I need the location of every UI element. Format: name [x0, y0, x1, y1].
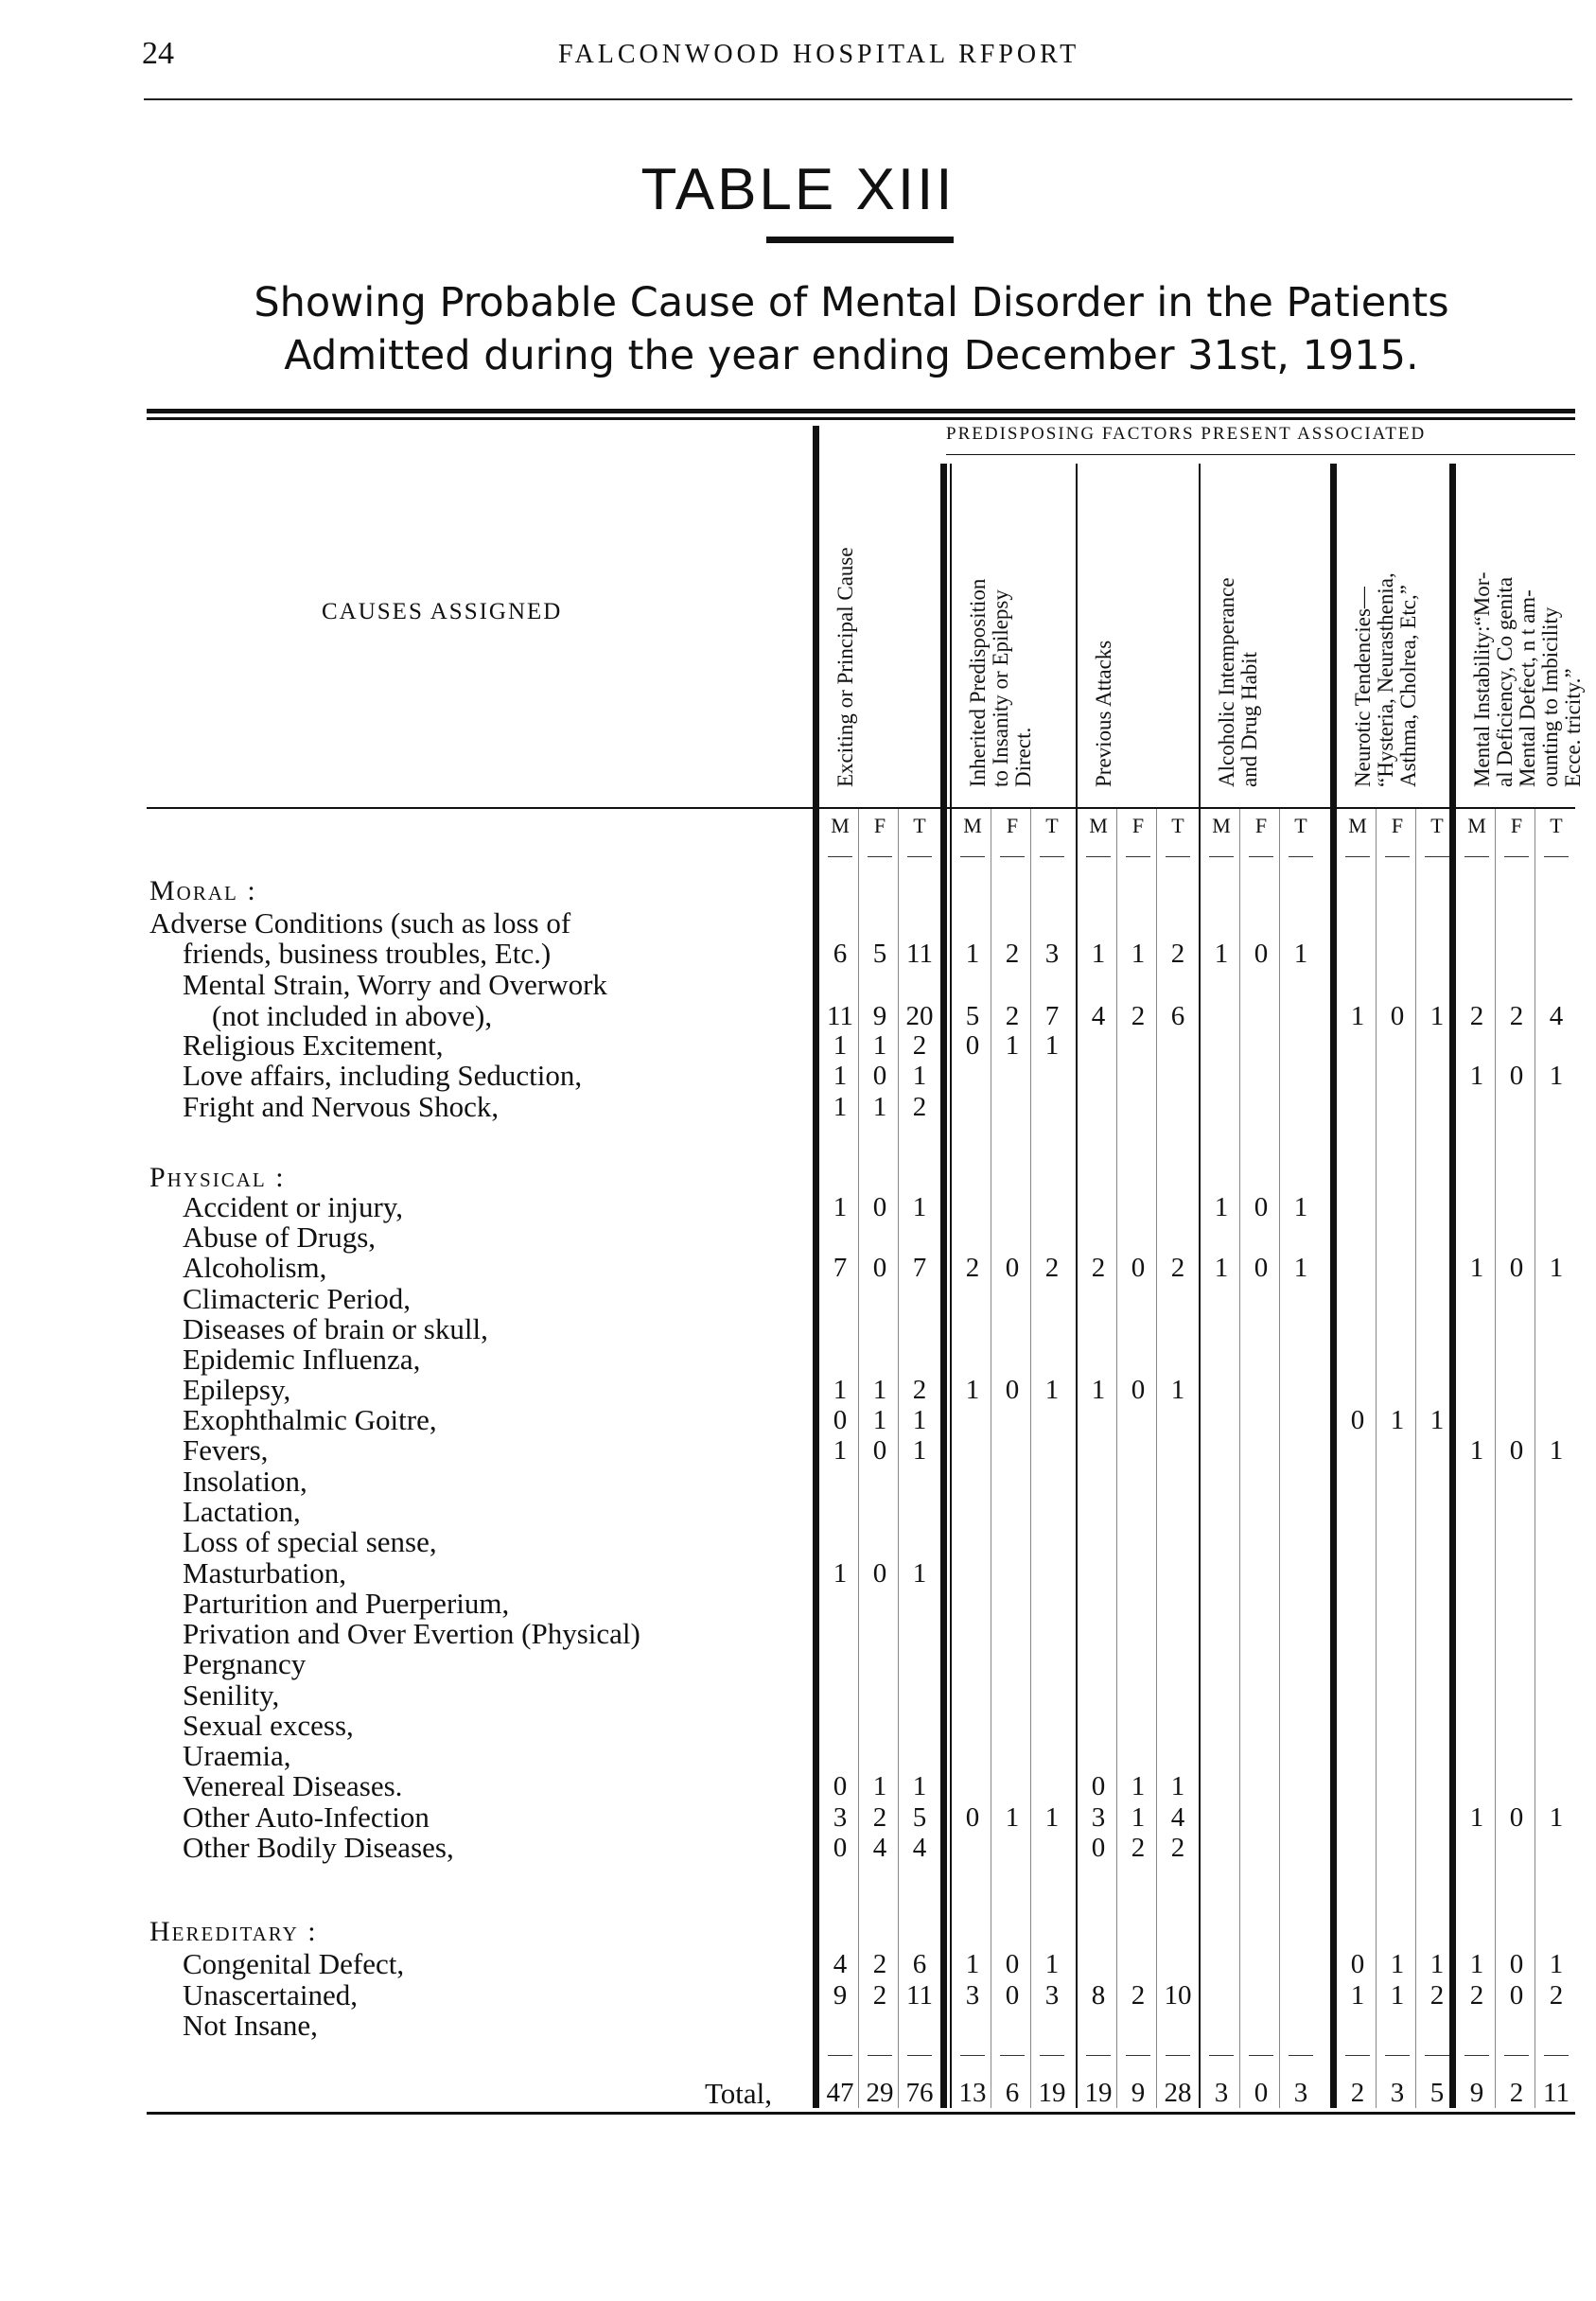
mft-underline: [828, 856, 852, 857]
mft-header: F: [1391, 814, 1404, 837]
table-cell: 0: [872, 1558, 887, 1589]
row-label: Unascertained,: [183, 1978, 359, 2011]
row-label: Congenital Defect,: [183, 1947, 405, 1980]
running-header: [0, 36, 1596, 74]
total-rule-dash: [868, 2055, 892, 2056]
mft-header: M: [1467, 814, 1486, 837]
table-cell: 1: [1549, 1802, 1564, 1833]
table-cell: 1: [1091, 939, 1106, 969]
page-number: 24: [142, 36, 174, 71]
mft-header: M: [963, 814, 982, 837]
table-cell: 0: [1005, 1949, 1020, 1979]
total-cell: 76: [905, 2078, 934, 2108]
total-rule-dash: [1040, 2055, 1064, 2056]
table-cell: 1: [1044, 1375, 1060, 1405]
total-rule-dash: [1209, 2055, 1234, 2056]
table-cell: 1: [912, 1558, 927, 1589]
table-cell: 0: [1091, 1771, 1106, 1801]
total-cell: 5: [1429, 2078, 1445, 2108]
table-cell: 1: [833, 1030, 848, 1061]
table-cell: 0: [1390, 1001, 1405, 1031]
table-cell: 0: [1350, 1949, 1365, 1979]
mft-underline: [1086, 856, 1111, 857]
table-cell: 2: [1131, 1833, 1146, 1863]
table-cell: 0: [1509, 1949, 1524, 1979]
column-header-1: Exciting or Principal Cause: [833, 547, 857, 787]
column-header-6: Ecce. tricity.”: [1561, 668, 1585, 787]
table-cell: 20: [905, 1001, 934, 1031]
table-cell: 1: [833, 1092, 848, 1122]
mft-header: T: [1294, 814, 1307, 837]
total-cell: 3: [1390, 2078, 1405, 2108]
total-cell: 0: [1254, 2078, 1269, 2108]
mft-header: T: [1045, 814, 1059, 837]
table-cell: 1: [1044, 1030, 1060, 1061]
table-cell: 1: [872, 1771, 887, 1801]
table-cell: 0: [1350, 1405, 1365, 1435]
row-label: Fevers,: [183, 1433, 269, 1467]
row-label: Mental Strain, Worry and Overwork: [183, 968, 607, 1001]
column-group-separator: [1199, 464, 1201, 2108]
column-group-separator: [1076, 464, 1078, 2108]
total-cell: 3: [1214, 2078, 1229, 2108]
subtitle-line-2: Admitted during the year ending December 31st, 1915.: [284, 332, 1419, 379]
row-label: Adverse Conditions (such as loss of: [149, 906, 571, 940]
subtitle: [142, 276, 1561, 382]
mft-underline: [1249, 856, 1273, 857]
table-cell: 0: [1005, 1980, 1020, 2011]
column-separator: [1239, 809, 1240, 2108]
total-cell: 9: [1131, 2078, 1146, 2108]
table-cell: 1: [1469, 1253, 1484, 1283]
table-cell: 0: [833, 1833, 848, 1863]
total-cell: 19: [1084, 2078, 1113, 2108]
total-cell: 3: [1293, 2078, 1308, 2108]
table-cell: 0: [1131, 1253, 1146, 1283]
row-label: Masturbation,: [183, 1556, 347, 1590]
title-dash: [766, 237, 954, 243]
table-cell: 5: [872, 939, 887, 969]
mft-underline: [1000, 856, 1025, 857]
mft-underline: [1464, 856, 1489, 857]
table-cell: 1: [1214, 939, 1229, 969]
table-cell: 1: [965, 1375, 980, 1405]
total-rule-dash: [1126, 2055, 1150, 2056]
table-cell: 2: [1131, 1980, 1146, 2011]
table-cell: 7: [912, 1253, 927, 1283]
table-cell: 1: [1390, 1949, 1405, 1979]
table-cell: 1: [1293, 939, 1308, 969]
column-header-2: to Insanity or Epilepsy: [989, 589, 1012, 787]
mft-underline: [1209, 856, 1234, 857]
table-cell: 2: [872, 1802, 887, 1833]
row-label: Parturition and Puerperium,: [183, 1587, 510, 1620]
table-cell: 2: [1170, 939, 1185, 969]
total-rule-dash: [1086, 2055, 1111, 2056]
total-rule-dash: [1425, 2055, 1449, 2056]
table-cell: 1: [1469, 1802, 1484, 1833]
row-label: Religious Excitement,: [183, 1028, 444, 1062]
table-cell: 1: [833, 1375, 848, 1405]
table-cell: 11: [906, 1980, 933, 2011]
table-cell: 0: [1091, 1833, 1106, 1863]
table-cell: 2: [1131, 1001, 1146, 1031]
total-cell: 47: [826, 2078, 854, 2108]
row-label: Insolation,: [183, 1465, 307, 1498]
table-cell: 5: [912, 1802, 927, 1833]
table-cell: 1: [912, 1192, 927, 1222]
column-header-4: and Drug Habit: [1237, 651, 1261, 787]
mft-underline: [1126, 856, 1150, 857]
table-cell: 4: [1091, 1001, 1106, 1031]
total-rule-dash: [1249, 2055, 1273, 2056]
row-label: Other Bodily Diseases,: [183, 1831, 454, 1864]
table-cell: 0: [1254, 1253, 1269, 1283]
row-label: (not included in above),: [212, 999, 493, 1032]
table-cell: 1: [872, 1375, 887, 1405]
table-cell: 2: [1005, 939, 1020, 969]
table-cell: 0: [872, 1435, 887, 1466]
table-cell: 2: [1469, 1001, 1484, 1031]
table-cell: 2: [1509, 1001, 1524, 1031]
table-cell: 1: [1549, 1253, 1564, 1283]
mft-header: T: [913, 814, 926, 837]
category-physical: Physical :: [149, 1162, 286, 1193]
table-cell: 1: [912, 1435, 927, 1466]
table-cell: 1: [912, 1061, 927, 1091]
header-rule: [144, 98, 1572, 100]
table-cell: 1: [1091, 1375, 1106, 1405]
table-cell: 1: [1293, 1192, 1308, 1222]
table-cell: 7: [833, 1253, 848, 1283]
table-top-rule-thin: [147, 417, 1575, 420]
table-cell: 1: [1390, 1980, 1405, 2011]
predisposing-header-rule: [946, 454, 1575, 455]
table-cell: 2: [1549, 1980, 1564, 2011]
table-cell: 0: [1131, 1375, 1146, 1405]
mft-header: T: [1171, 814, 1184, 837]
row-label: Pergnancy: [183, 1647, 307, 1680]
row-label: Sexual excess,: [183, 1709, 354, 1742]
table-cell: 3: [965, 1980, 980, 2011]
column-header-6: Mental Defect, n t am-: [1516, 589, 1539, 787]
table-cell: 1: [1170, 1771, 1185, 1801]
column-header-2: Inherited Predisposition: [966, 578, 990, 787]
table-cell: 1: [1131, 1771, 1146, 1801]
column-header-2: Direct.: [1011, 727, 1035, 787]
row-label: Not Insane,: [183, 2009, 318, 2042]
total-cell: 28: [1164, 2078, 1192, 2108]
total-cell: 2: [1509, 2078, 1524, 2108]
table-cell: 4: [912, 1833, 927, 1863]
column-group-separator: [950, 464, 952, 2108]
total-rule-dash: [1345, 2055, 1370, 2056]
mft-underline: [1040, 856, 1064, 857]
table-cell: 4: [872, 1833, 887, 1863]
table-cell: 2: [1044, 1253, 1060, 1283]
table-cell: 0: [872, 1253, 887, 1283]
table-cell: 1: [1549, 1435, 1564, 1466]
table-cell: 1: [1044, 1949, 1060, 1979]
total-cell: 19: [1038, 2078, 1066, 2108]
table-top-rule: [147, 409, 1575, 413]
header-bottom-rule: [147, 807, 1575, 809]
table-cell: 1: [872, 1405, 887, 1435]
row-label: Loss of special sense,: [183, 1525, 437, 1558]
total-rule-dash: [1000, 2055, 1025, 2056]
mft-header: M: [1348, 814, 1367, 837]
total-cell: 29: [866, 2078, 894, 2108]
causes-assigned-header: CAUSES ASSIGNED: [322, 599, 563, 624]
column-header-5: “Hysteria, Neurasthenia,: [1374, 572, 1397, 787]
table-cell: 1: [833, 1061, 848, 1091]
table-cell: 1: [1429, 1949, 1445, 1979]
table-cell: 2: [912, 1092, 927, 1122]
row-label: Privation and Over Evertion (Physical): [183, 1617, 640, 1650]
table-cell: 0: [833, 1405, 848, 1435]
table-cell: 5: [965, 1001, 980, 1031]
table-cell: 0: [872, 1061, 887, 1091]
table-cell: 1: [1469, 1435, 1484, 1466]
table-cell: 2: [1170, 1833, 1185, 1863]
table-cell: 1: [1350, 1001, 1365, 1031]
mft-header: M: [831, 814, 850, 837]
row-label: Accident or injury,: [183, 1190, 403, 1223]
subtitle-line-1: Showing Probable Cause of Mental Disorder in the Patients: [254, 279, 1449, 326]
mft-underline: [868, 856, 892, 857]
table-cell: 3: [1044, 939, 1060, 969]
total-rule-dash: [907, 2055, 932, 2056]
total-rule-dash: [828, 2055, 852, 2056]
table-cell: 0: [1254, 1192, 1269, 1222]
mft-header: F: [1131, 814, 1145, 837]
mft-underline: [1166, 856, 1190, 857]
row-label: Uraemia,: [183, 1739, 291, 1772]
report-title: FALCONWOOD HOSPITAL RFPORT: [558, 40, 1080, 69]
row-label: Fright and Nervous Shock,: [183, 1090, 500, 1123]
total-rule-dash: [1544, 2055, 1569, 2056]
table-cell: 1: [1044, 1802, 1060, 1833]
table-cell: 4: [833, 1949, 848, 1979]
total-rule-dash: [1166, 2055, 1190, 2056]
table-cell: 6: [833, 939, 848, 969]
table-cell: 1: [1429, 1405, 1445, 1435]
table-cell: 0: [1509, 1980, 1524, 2011]
column-group-separator: [813, 426, 819, 2108]
row-label: Venereal Diseases.: [183, 1769, 403, 1802]
row-label: Epilepsy,: [183, 1373, 291, 1406]
table-cell: 0: [1005, 1375, 1020, 1405]
table-cell: 1: [1214, 1253, 1229, 1283]
table-cell: 4: [1549, 1001, 1564, 1031]
table-cell: 1: [833, 1435, 848, 1466]
table-cell: 1: [1293, 1253, 1308, 1283]
table-cell: 0: [872, 1192, 887, 1222]
table-cell: 3: [1044, 1980, 1060, 2011]
column-header-5: Neurotic Tendencies—: [1351, 587, 1375, 787]
category-hereditary: Hereditary :: [149, 1916, 318, 1947]
total-cell: 13: [958, 2078, 987, 2108]
total-rule-dash: [960, 2055, 985, 2056]
table-cell: 6: [912, 1949, 927, 1979]
table-cell: 0: [1005, 1253, 1020, 1283]
table-cell: 1: [1005, 1030, 1020, 1061]
table-cell: 9: [833, 1980, 848, 2011]
table-cell: 2: [965, 1253, 980, 1283]
mft-underline: [1289, 856, 1313, 857]
table-title: TABLE XIII: [640, 157, 956, 222]
column-group-separator: [1330, 464, 1337, 2108]
mft-header: F: [1006, 814, 1019, 837]
row-label: Epidemic Influenza,: [183, 1343, 421, 1376]
row-label: Alcoholism,: [183, 1251, 327, 1284]
mft-underline: [1425, 856, 1449, 857]
table-cell: 1: [1390, 1405, 1405, 1435]
table-cell: 7: [1044, 1001, 1060, 1031]
table-cell: 1: [912, 1405, 927, 1435]
mft-underline: [1345, 856, 1370, 857]
table-cell: 11: [906, 939, 933, 969]
table-cell: 1: [1549, 1061, 1564, 1091]
table-cell: 2: [1170, 1253, 1185, 1283]
row-label: Love affairs, including Seduction,: [183, 1059, 583, 1092]
category-moral: Moral :: [149, 875, 257, 906]
table-cell: 0: [833, 1771, 848, 1801]
row-label: friends, business troubles, Etc.): [183, 937, 552, 970]
table-cell: 0: [1254, 939, 1269, 969]
table-cell: 0: [965, 1802, 980, 1833]
column-group-separator: [940, 464, 947, 2108]
row-label: Diseases of brain or skull,: [183, 1312, 488, 1345]
table-cell: 2: [872, 1949, 887, 1979]
table-cell: 0: [1509, 1061, 1524, 1091]
table-cell: 1: [965, 939, 980, 969]
row-label: Lactation,: [183, 1495, 301, 1528]
table-cell: 1: [872, 1092, 887, 1122]
table-cell: 10: [1164, 1980, 1192, 2011]
table-cell: 1: [1131, 939, 1146, 969]
table-cell: 0: [965, 1030, 980, 1061]
row-label: Abuse of Drugs,: [183, 1221, 377, 1254]
table-cell: 0: [1509, 1253, 1524, 1283]
table-cell: 1: [833, 1558, 848, 1589]
table-cell: 1: [1005, 1802, 1020, 1833]
mft-header: F: [1510, 814, 1523, 837]
total-cell: 11: [1543, 2078, 1570, 2108]
table-cell: 2: [1469, 1980, 1484, 2011]
table-bottom-rule: [147, 2112, 1575, 2115]
table-cell: 0: [1509, 1802, 1524, 1833]
mft-underline: [960, 856, 985, 857]
total-rule-dash: [1504, 2055, 1529, 2056]
table-cell: 2: [1005, 1001, 1020, 1031]
column-header-6: ounting to Imbicility: [1538, 606, 1562, 787]
mft-header: F: [873, 814, 886, 837]
table-cell: 1: [1469, 1949, 1484, 1979]
table-cell: 0: [1509, 1435, 1524, 1466]
column-header-6: al Deficiency, Co genita: [1493, 576, 1517, 787]
table-cell: 1: [1131, 1802, 1146, 1833]
table-cell: 8: [1091, 1980, 1106, 2011]
total-rule-dash: [1385, 2055, 1410, 2056]
table-cell: 6: [1170, 1001, 1185, 1031]
total-cell: 6: [1005, 2078, 1020, 2108]
mft-header: M: [1089, 814, 1108, 837]
total-cell: 2: [1350, 2078, 1365, 2108]
row-label: Climacteric Period,: [183, 1282, 412, 1315]
table-cell: 1: [1549, 1949, 1564, 1979]
mft-header: T: [1550, 814, 1563, 837]
mft-underline: [1504, 856, 1529, 857]
mft-header: F: [1254, 814, 1268, 837]
table-cell: 1: [965, 1949, 980, 1979]
table-cell: 2: [912, 1375, 927, 1405]
table-cell: 1: [1214, 1192, 1229, 1222]
table-cell: 1: [833, 1192, 848, 1222]
mft-header: T: [1430, 814, 1444, 837]
mft-underline: [1385, 856, 1410, 857]
total-label: Total,: [705, 2077, 773, 2110]
table-cell: 1: [1350, 1980, 1365, 2011]
row-label: Exophthalmic Goitre,: [183, 1403, 437, 1436]
table-cell: 4: [1170, 1802, 1185, 1833]
row-label: Other Auto-Infection: [183, 1800, 430, 1834]
table-cell: 3: [1091, 1802, 1106, 1833]
column-header-5: Asthma, Cholrea, Etc,”: [1396, 585, 1420, 787]
table-cell: 1: [1429, 1001, 1445, 1031]
column-group-separator: [1449, 464, 1456, 2108]
column-header-6: Mental Instability:“Mor-: [1470, 571, 1494, 787]
table-cell: 3: [833, 1802, 848, 1833]
table-cell: 2: [1429, 1980, 1445, 2011]
total-cell: 9: [1469, 2078, 1484, 2108]
mft-header: M: [1212, 814, 1231, 837]
total-rule-dash: [1464, 2055, 1489, 2056]
mft-underline: [1544, 856, 1569, 857]
table-cell: 1: [1469, 1061, 1484, 1091]
table-cell: 9: [872, 1001, 887, 1031]
table-cell: 11: [827, 1001, 853, 1031]
table-cell: 1: [1170, 1375, 1185, 1405]
table-cell: 1: [912, 1771, 927, 1801]
column-header-3: Previous Attacks: [1092, 640, 1115, 787]
table-cell: 1: [872, 1030, 887, 1061]
row-label: Senility,: [183, 1678, 280, 1712]
table-cell: 2: [912, 1030, 927, 1061]
column-separator: [1279, 809, 1280, 2108]
table-cell: 2: [872, 1980, 887, 2011]
column-header-4: Alcoholic Intemperance: [1215, 577, 1238, 787]
predisposing-factors-header: PREDISPOSING FACTORS PRESENT ASSOCIATED: [946, 424, 1427, 444]
total-rule-dash: [1289, 2055, 1313, 2056]
mft-underline: [907, 856, 932, 857]
table-cell: 2: [1091, 1253, 1106, 1283]
